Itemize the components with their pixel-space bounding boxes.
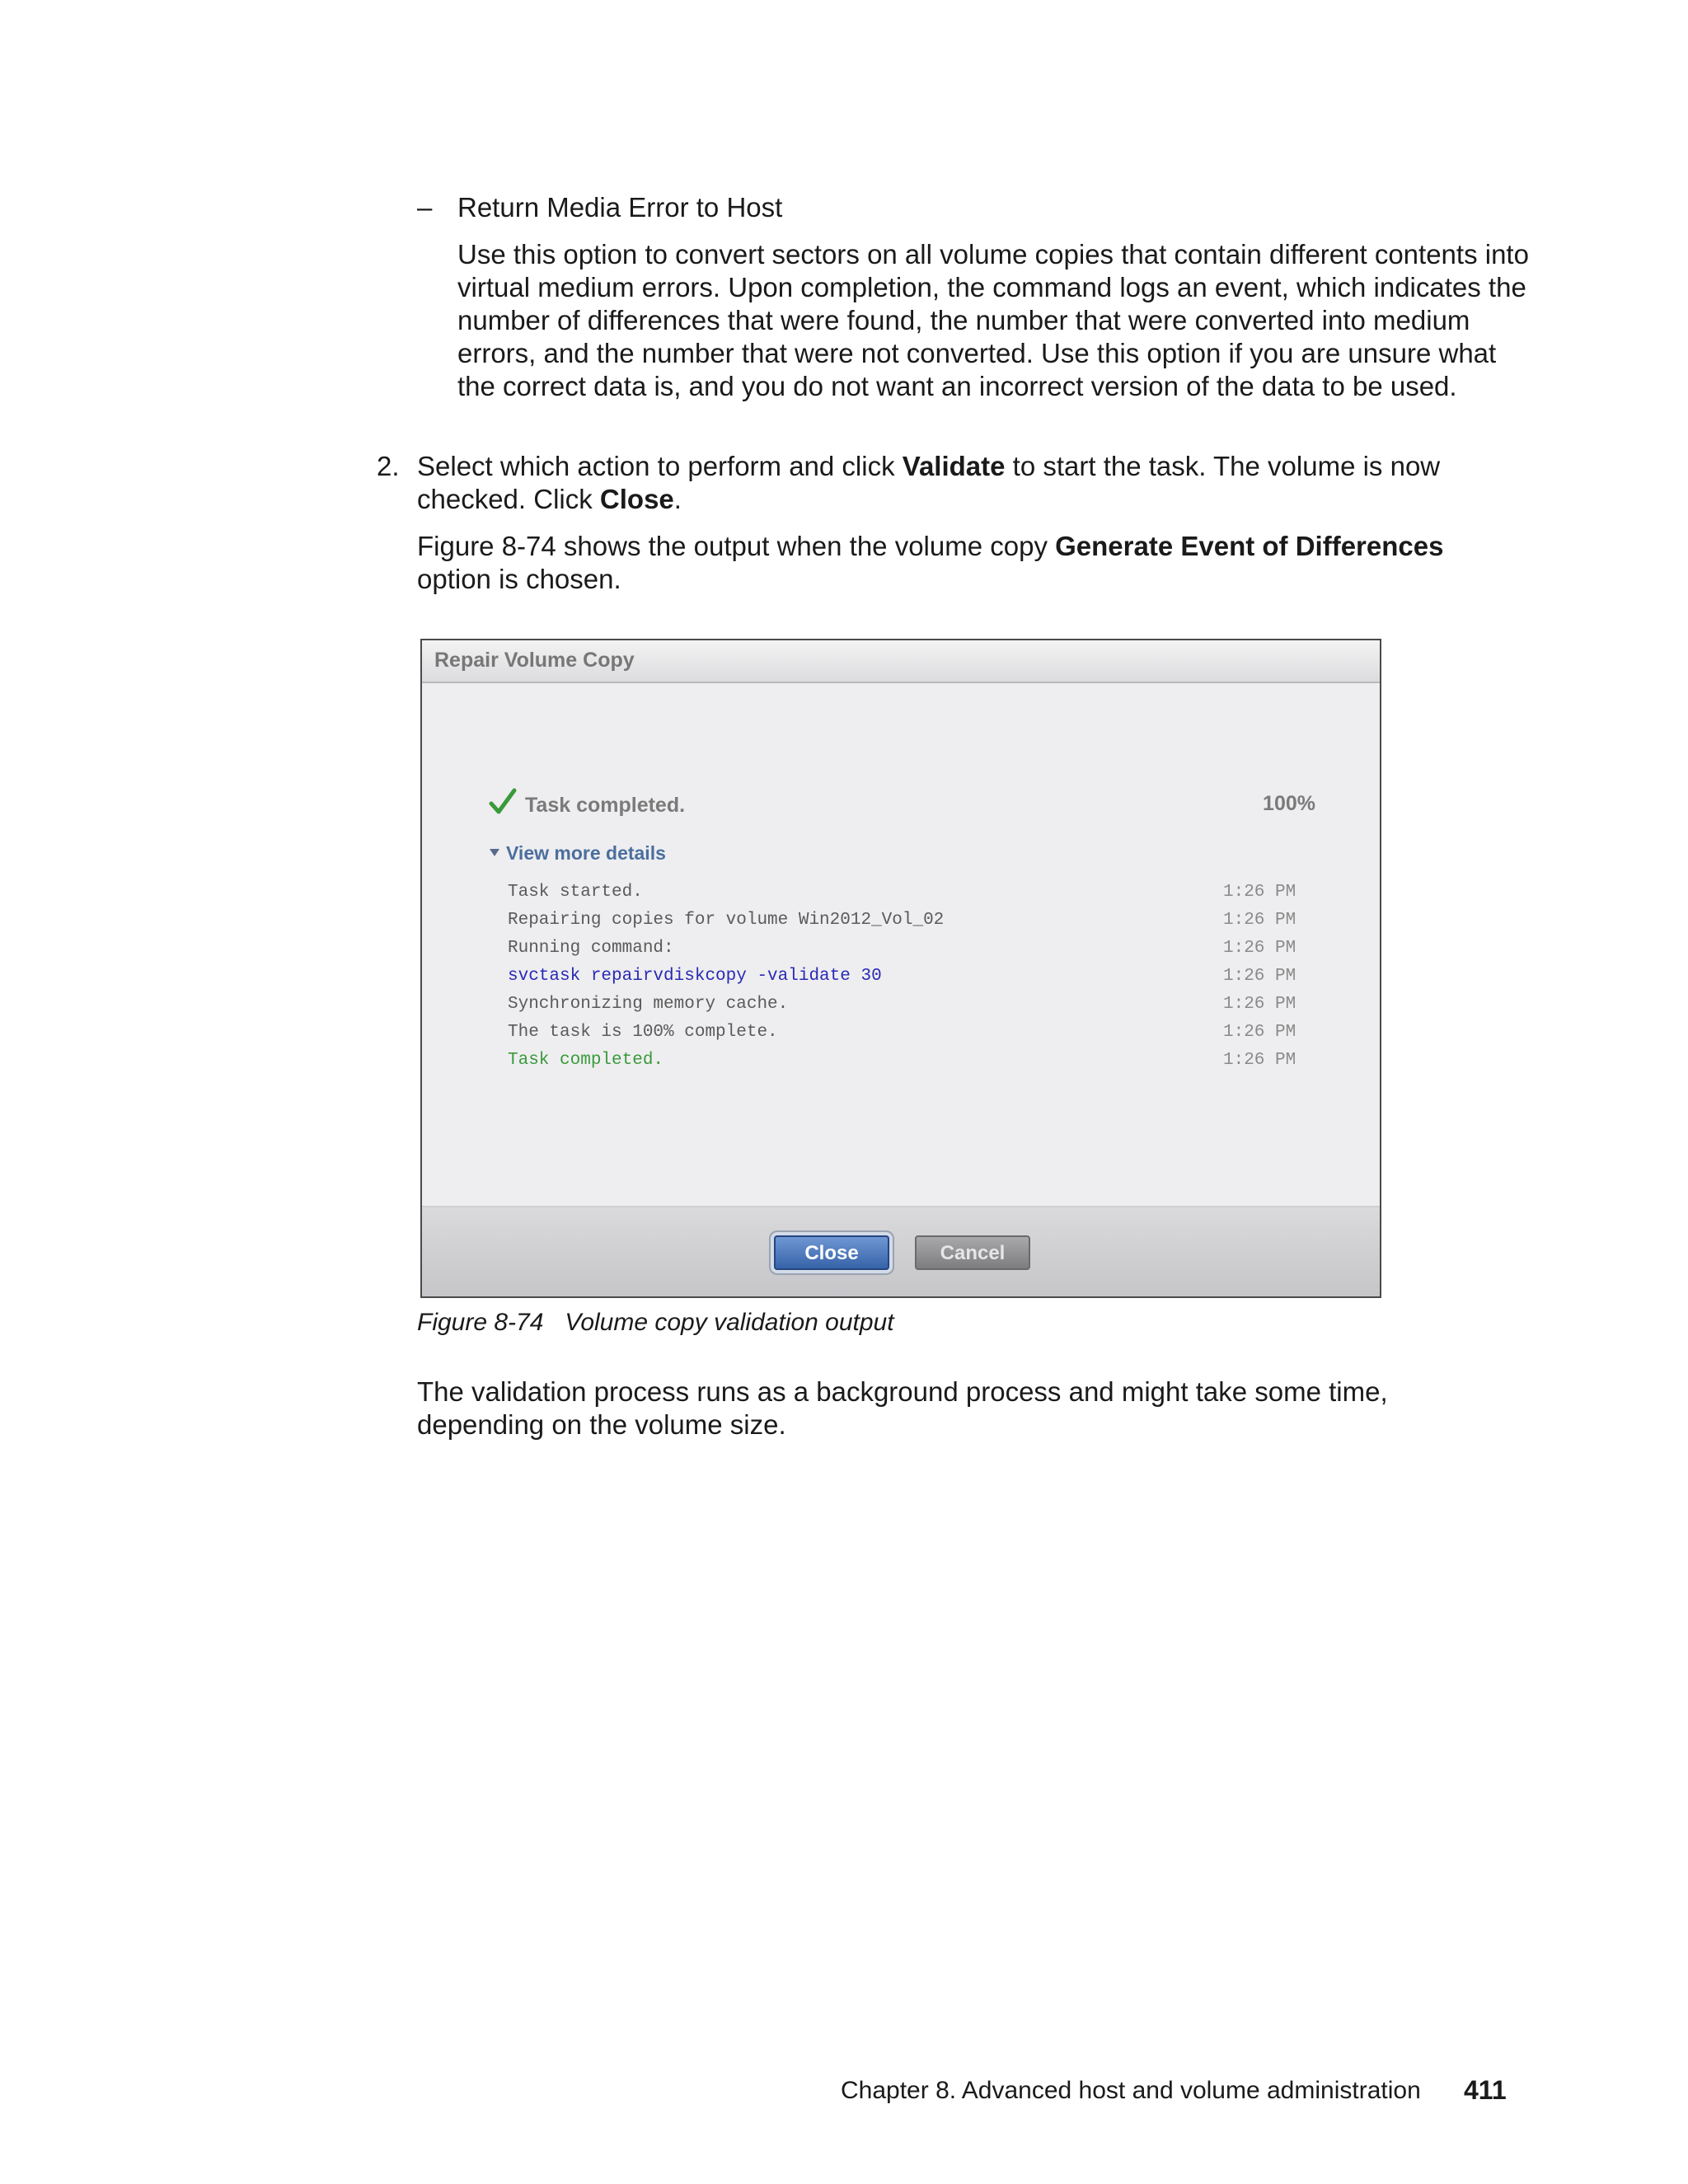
page-number: 411 — [1464, 2075, 1507, 2105]
close-term: Close — [599, 484, 674, 514]
log-row: Task started. 1:26 PM — [508, 883, 1296, 902]
bullet-dash: – — [417, 192, 433, 223]
dialog-body — [422, 683, 1380, 1209]
cancel-button[interactable]: Cancel — [915, 1235, 1030, 1270]
close-button[interactable]: Close — [774, 1235, 889, 1270]
step-number: 2. — [377, 451, 400, 481]
collapse-triangle-icon[interactable] — [490, 849, 499, 856]
figure-intro: Figure 8-74 shows the output when the volume copy Generate Event of Differences option is chosen. — [417, 531, 1444, 594]
dialog-header — [422, 640, 1380, 683]
footer-chapter: Chapter 8. Advanced host and volume administration — [841, 2077, 1421, 2104]
bullet-title: Return Media Error to Host — [457, 192, 783, 223]
repair-volume-copy-dialog — [420, 639, 1381, 1298]
log-row: Repairing copies for volume Win2012_Vol_02 1:26 PM — [508, 911, 1296, 930]
validate-term: Validate — [902, 451, 1006, 481]
closing-paragraph: The validation process runs as a background process and might take some time, depending on the volume size. — [417, 1376, 1388, 1440]
log-row: The task is 100% complete. 1:26 PM — [508, 1023, 1296, 1042]
task-status: Task completed. — [525, 794, 686, 817]
figure-caption: Figure 8-74 Volume copy validation output — [417, 1309, 894, 1336]
log-row-command: svctask repairvdiskcopy -validate 30 1:26 PM — [508, 967, 1296, 986]
progress-percent: 100% — [1263, 792, 1315, 815]
log-row: Running command: 1:26 PM — [508, 939, 1296, 958]
step-text: Select which action to perform and click Validate to start the task. The volume is now checked. Click Close. — [417, 451, 1441, 514]
task-log — [508, 879, 1332, 1075]
dialog-footer — [422, 1206, 1380, 1296]
option-name: Generate Event of Differences — [1055, 531, 1444, 561]
option-description: Use this option to convert sectors on all volume copies that contain different contents into virtual medium errors. Upon completion, the command logs an event, which indicates the number of differences that were found, the number that were converted into medium errors, and the number that were not converted. Use this option if you are unsure what the correct data is, and you do not want an incorrect version of the data to be used. — [457, 239, 1529, 401]
checkmark-icon — [488, 787, 518, 817]
log-row-completed: Task completed. 1:26 PM — [508, 1051, 1296, 1070]
view-more-details-link[interactable]: View more details — [506, 842, 666, 864]
dialog-title: Repair Volume Copy — [434, 649, 635, 672]
log-row: Synchronizing memory cache. 1:26 PM — [508, 995, 1296, 1014]
